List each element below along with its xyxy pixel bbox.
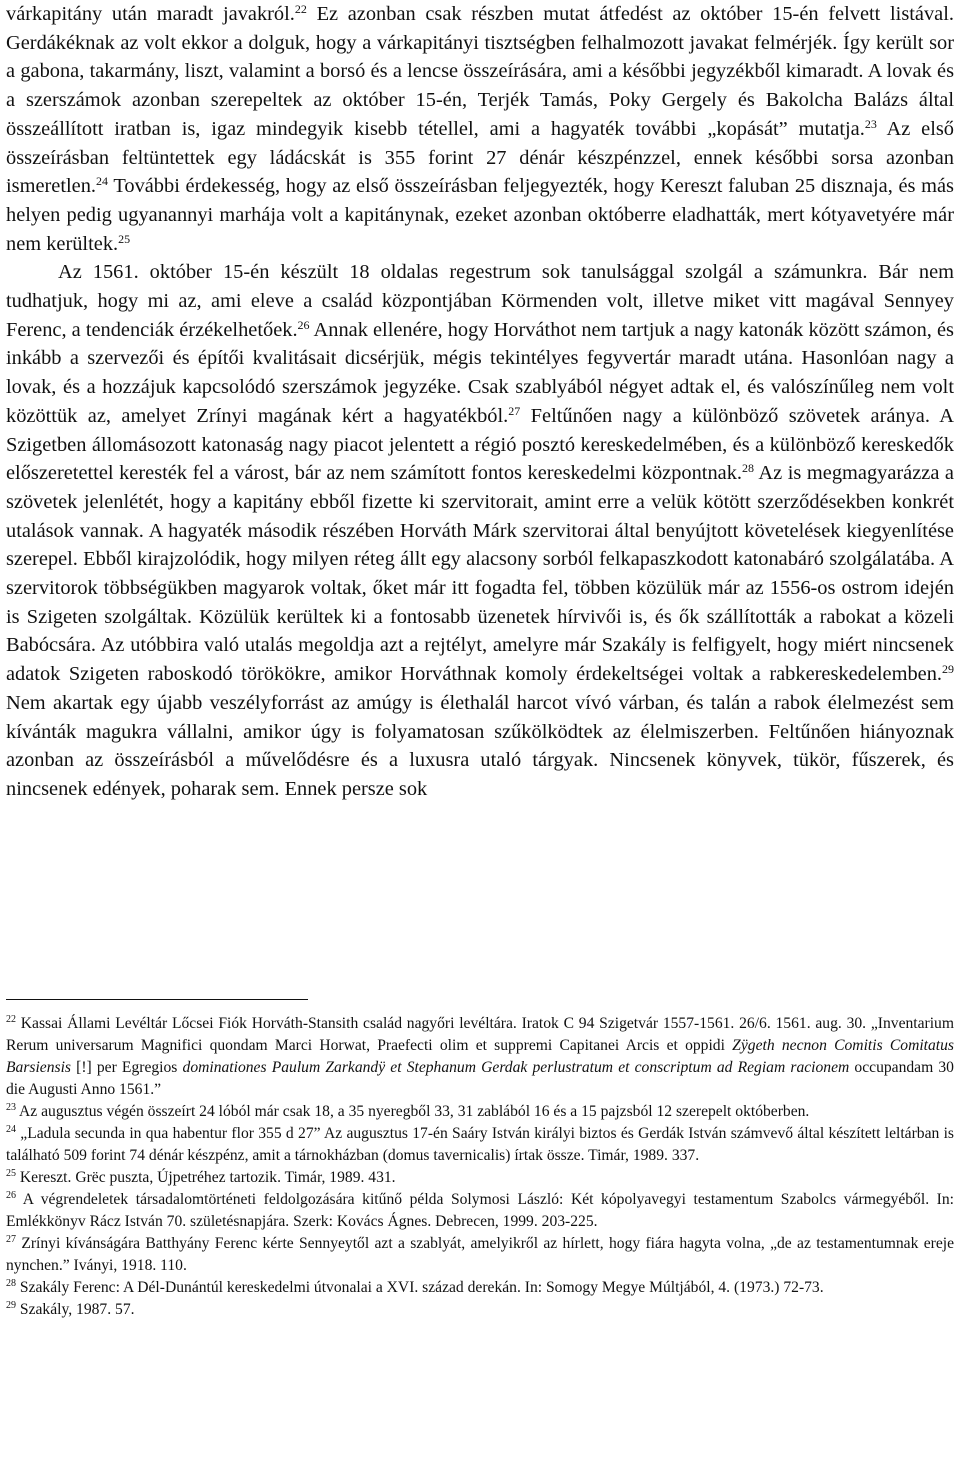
text-run: Nem akartak egy újabb veszélyforrást az amúgy is élethalál harcot vívó várban, és talán a rabok élelmezést sem kívánták magukra vállalni, amikor úgy is folyamatosan szűkölködtek az élelmiszerben. Feltűnően hiányoznak azonban az összeírásból a művelődésre és a luxusra utaló tárgyak. Nincsenek könyvek, tükör, fűszerek, és nincsenek edények, poharak sem. Ennek persze sok: [6, 691, 954, 800]
footnote-italic: Zÿgeth necnon Comitis Comitatus Barsiensis: [6, 1037, 954, 1076]
footnote-number: 22: [6, 1014, 16, 1025]
text-run: További érdekesség, hogy az első összeírásban feljegyezték, hogy Kereszt faluban 25 disznaja, és más helyen pedig ugyanannyi marhája volt a kapitánynak, ezeket azonban októberre eladhatták, mert kótyavetyére már nem kerültek.: [6, 175, 954, 255]
paragraph-1: [6, 0, 954, 258]
footnote-text: Szakály, 1987. 57.: [16, 1301, 135, 1318]
footnote-number: 24: [6, 1124, 16, 1135]
footnote-number: 29: [6, 1300, 16, 1311]
footnote-27: [6, 1233, 954, 1277]
footnotes: [6, 1013, 954, 1321]
footnote-22: [6, 1013, 954, 1101]
footnote-ref-22[interactable]: 22: [294, 2, 307, 16]
paragraph-2: [6, 258, 954, 803]
footnote-separator: [6, 999, 308, 1000]
footnote-number: 25: [6, 1168, 16, 1179]
footnote-text: Kereszt. Grëc puszta, Újpetréhez tartozik. Timár, 1989. 431.: [16, 1169, 396, 1186]
footnote-26: [6, 1189, 954, 1233]
footnote-number: 28: [6, 1278, 16, 1289]
footnote-ref-26[interactable]: 26: [297, 317, 310, 332]
footnote-text: Zrínyi kívánságára Batthyány Ferenc kérte Sennyeytől azt a szablyát, amelyikről az hírlett, hogy fiára hagyta volna, „de az testamentumnak ereje nynchen.” Iványi, 1918. 110.: [6, 1235, 954, 1274]
footnote-ref-29[interactable]: 29: [942, 662, 954, 677]
footnote-ref-28[interactable]: 28: [742, 461, 754, 476]
text-run: várkapitány után maradt javakról.: [6, 3, 295, 25]
text-run: Ez azonban csak részben mutat átfedést az október 15-én felvett listával. Gerdákéknak az volt ekkor a dolguk, hogy a várkapitányi tisztségben felhalmozott javakat felmérjék. Így került sor a gabona, takarmány, liszt, valamint a borsó és a lencse összeírására, ami a későbbi jegyzékből kimaradt. A lovak és a szerszámok azonban szerepeltek az október 15-én, Terjék Tamás, Poky Gergely és Bakolcha Balázs által összeállított iratban is, igaz mindegyik kisebb tétellel, ami a hagyaték további „kopását” mutatja.: [6, 3, 954, 140]
text-run: Az első összeírásban feltüntettek egy ládácskát is 355 forint 27 dénár készpénzzel, ennek későbbi sorsa azonban ismeretlen.: [6, 117, 954, 198]
main-text: [6, 0, 954, 804]
footnote-number: 26: [6, 1190, 16, 1201]
footnote-28: [6, 1277, 954, 1299]
footnote-29: [6, 1299, 954, 1321]
footnote-number: 27: [6, 1234, 16, 1245]
footnote-ref-23[interactable]: 23: [864, 116, 877, 131]
footnote-ref-24[interactable]: 24: [96, 174, 109, 189]
footnote-text: [!] per Egregios: [70, 1059, 183, 1076]
footnote-24: [6, 1123, 954, 1167]
footnote-text: occupandam 30 die Augusti Anno 1561.”: [6, 1059, 954, 1098]
footnote-italic: dominationes Paulum Zarkandÿ et Stephanum Gerdak perlustratum et conscriptum ad Regiam racionem: [182, 1059, 850, 1076]
document-page: [6, 0, 954, 804]
footnote-text: Szakály Ferenc: A Dél-Dunántúl kereskedelmi útvonalai a XVI. század derekán. In: Somogy Megye Múltjából, 4. (1973.) 72-73.: [16, 1279, 824, 1296]
footnote-23: [6, 1101, 954, 1123]
footnote-25: [6, 1167, 954, 1189]
footnote-text: Kassai Állami Levéltár Lőcsei Fiók Horváth-Stansith család nagyőri levéltára. Iratok C 94 Szigetvár 1557-1561. 26/6. 1561. aug. 30. „Inventarium Rerum universarum Magnifici quondam Marci Horwat, Praefecti olim et suppremi Capitanei Arcis et oppidi: [6, 1015, 954, 1054]
footnote-ref-25[interactable]: 25: [118, 231, 131, 246]
footnote-text: A végrendeletek társadalomtörténeti feldolgozására kitűnő példa Solymosi László: Két kópolyavegyi testamentum Szabolcs vármegyéből. In: Emlékkönyv Rácz István 70. születésnapjára. Szerk: Kovács Ágnes. Debrecen, 1999. 203-225.: [6, 1191, 954, 1230]
footnote-ref-27[interactable]: 27: [508, 403, 521, 418]
text-run: Feltűnően nagy a különböző szövetek aránya. A Szigetben állomásozott katonaság nagy piacot jelentett a régió posztó kereskedelmében, és a különböző kereskedők előszeretettel keresték fel a várost, bár az nem számított fontos kereskedelmi központnak.: [6, 404, 954, 485]
footnote-number: 23: [6, 1102, 16, 1113]
text-run: Annak ellenére, hogy Horváthot nem tartjuk a nagy katonák között számon, és inkább a szervezői és építői kvalitásait dicsérjük, mégis tekintélyes fegyvertár maradt utána. Hasonlóan nagy a lovak, és a hozzájuk kapcsolódó szerszámok jegyzéke. Csak szablyából négyet adtak el, és valószínűleg nem volt közöttük az, amelyet Zrínyi magának kért a hagyatékból.: [6, 318, 954, 427]
text-run: Az 1561. október 15-én készült 18 oldalas regestrum sok tanulsággal szolgál a számunkra. Bár nem tudhatjuk, hogy mi az, ami eleve a család központjában Körmenden volt, illetve miket vitt magával Sennyey Ferenc, a tendenciák érzékelhetőek.: [6, 261, 954, 341]
footnote-text: Az augusztus végén összeírt 24 lóból már csak 18, a 35 nyeregből 33, 31 zablából 16 és a 15 pajzsból 12 szerepelt októberben.: [16, 1103, 810, 1120]
footnote-text: „Ladula secunda in qua habentur flor 355 d 27” Az augusztus 17-én Saáry István királyi biztos és Gerdák István számvevő által készített leltárban is található 509 forint 74 dénár készpénz, amit a tárnokházban (domus tavernicalis) írtak össze. Timár, 1989. 337.: [6, 1125, 954, 1164]
text-run: Az is megmagyarázza a szövetek jelenlétét, hogy a kapitány ebből fizette ki szervitorait, amint erre a velük kötött szerződésekben konkrét utalások vannak. A hagyaték második részében Horváth Márk szervitorai által benyújtott követelések kiegyenlítése szerepel. Ebből kirajzolódik, hogy milyen réteg állt egy alacsony sorból felkapaszkodott katonabáró szolgálatába. A szervitorok többségükben magyarok voltak, őket már itt fogadta fel, többen közülük már az 1556-os ostrom idején is Szigeten szolgáltak. Közülük kerültek ki a fontosabb üzenetek hírvivői is, és ők szállították a rabokat a közeli Babócsára. Az utóbbira való utalás megoldja azt a rejtélyt, amelyre már Szakály is felfigyelt, hogy miért nincsenek adatok Szigeten raboskodó törökökre, amikor Horváthnak komoly érdekeltségei voltak a rabkereskedelemben.: [6, 462, 954, 686]
